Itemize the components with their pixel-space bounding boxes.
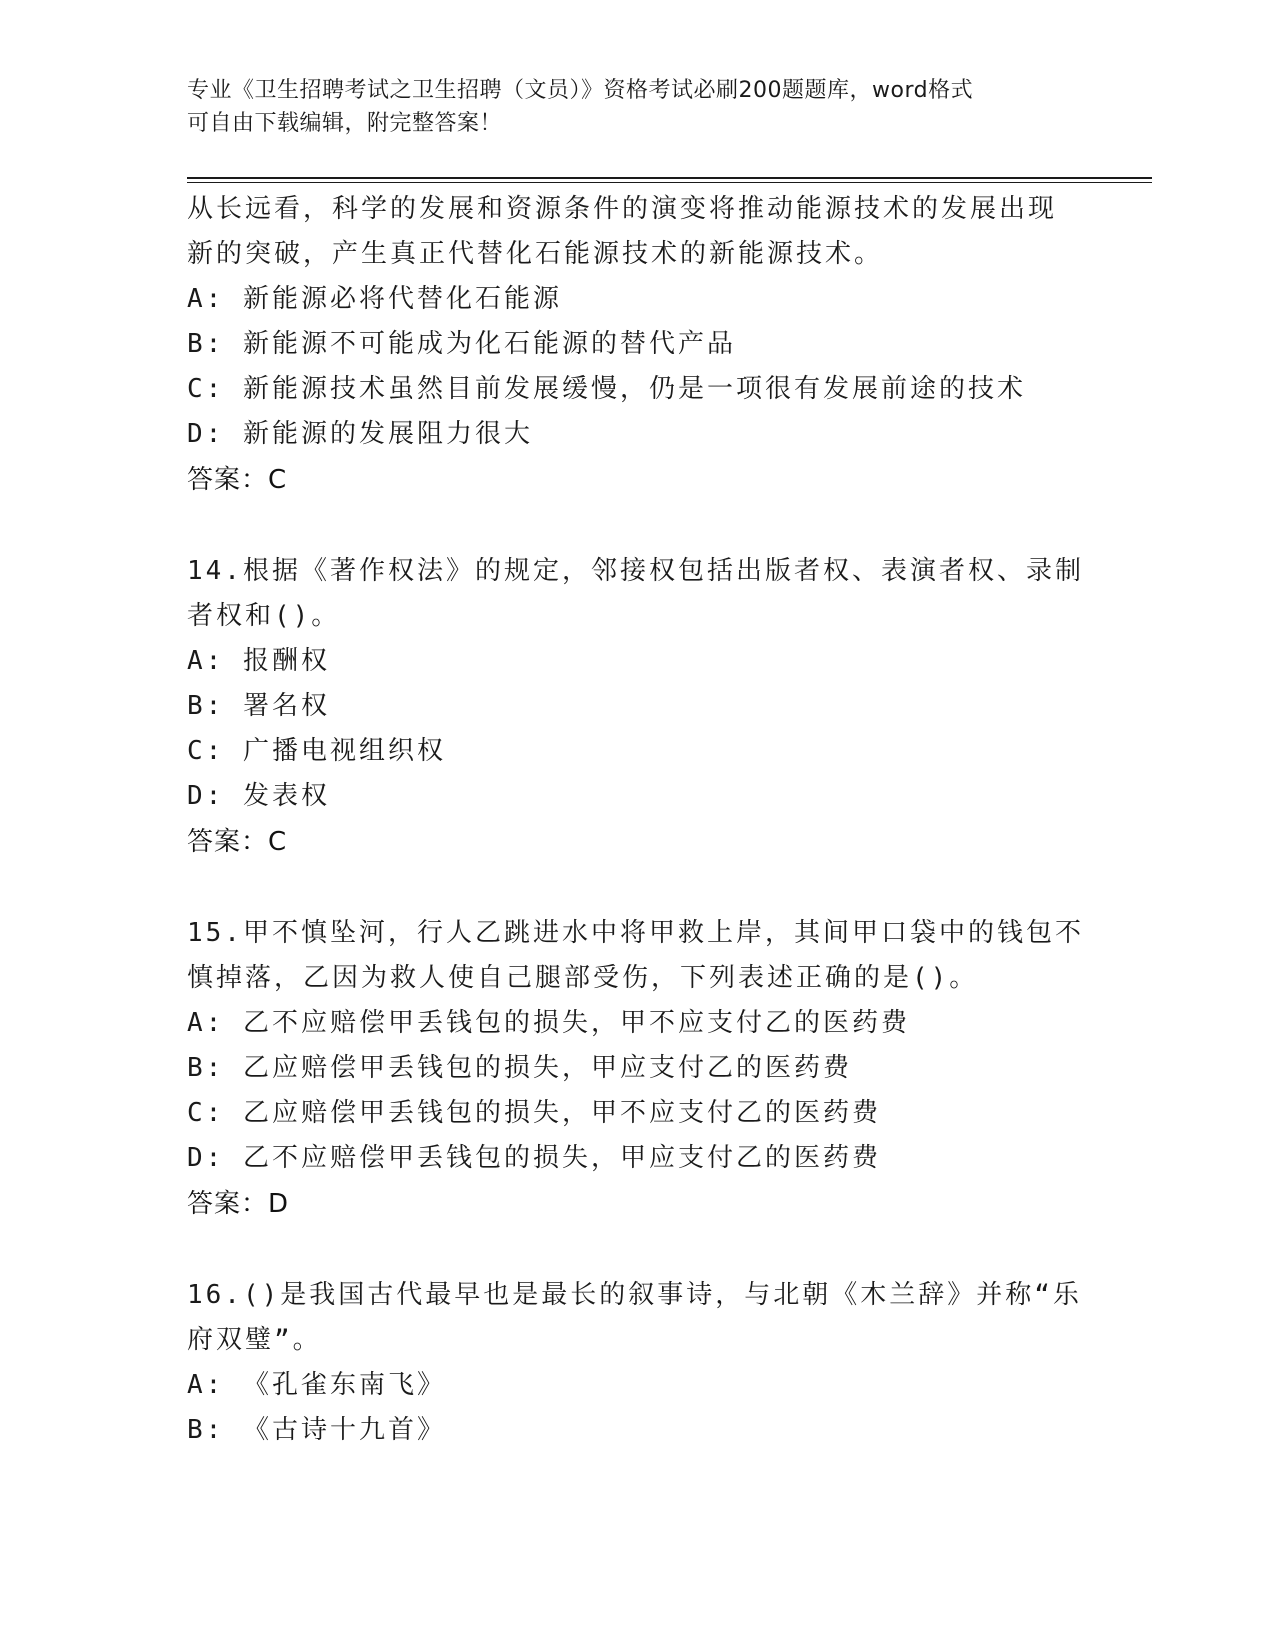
option-b: B: 新能源不可能成为化石能源的替代产品 [187,329,736,359]
question-item [187,1273,1087,1453]
option-a: A: 乙不应赔偿甲丢钱包的损失，甲不应支付乙的医药费 [187,1008,910,1038]
question-stem-line: 从长远看，科学的发展和资源条件的演变将推动能源技术的发展出现 [187,194,1058,224]
option-a: A: 报酬权 [187,646,330,676]
question-item [187,911,1087,1227]
header-line-1: 专业《卫生招聘考试之卫生招聘（文员）》资格考试必刷200题题库，word格式 [187,78,974,103]
option-d: D: 新能源的发展阻力很大 [187,419,533,449]
question-stem-line: 新的突破，产生真正代替化石能源技术的新能源技术。 [187,239,884,269]
option-a: A: 新能源必将代替化石能源 [187,284,562,314]
question-stem-line: 者权和()。 [187,601,341,631]
question-stem-line: 慎掉落，乙因为救人使自己腿部受伤，下列表述正确的是()。 [187,963,979,993]
header-divider-thin [187,182,1152,183]
option-b: B: 署名权 [187,691,330,721]
question-stem-line: 15.甲不慎坠河，行人乙跳进水中将甲救上岸，其间甲口袋中的钱包不 [187,918,1084,948]
question-stem-line: 14.根据《著作权法》的规定，邻接权包括出版者权、表演者权、录制 [187,556,1084,586]
option-b: B: 《古诗十九首》 [187,1415,446,1445]
header-divider-thick [187,177,1152,179]
option-a: A: 《孔雀东南飞》 [187,1370,446,1400]
answer-line: 答案：D [187,1189,290,1219]
question-stem-line: 府双璧”。 [187,1325,322,1355]
option-d: D: 乙不应赔偿甲丢钱包的损失，甲应支付乙的医药费 [187,1143,881,1173]
option-b: B: 乙应赔偿甲丢钱包的损失，甲应支付乙的医药费 [187,1053,852,1083]
option-c: C: 新能源技术虽然目前发展缓慢，仍是一项很有发展前途的技术 [187,374,1026,404]
option-d: D: 发表权 [187,781,330,811]
option-c: C: 广播电视组织权 [187,736,446,766]
question-stem-line: 16.()是我国古代最早也是最长的叙事诗，与北朝《木兰辞》并称“乐 [187,1280,1082,1310]
question-item [187,187,1087,503]
question-item [187,549,1087,865]
document-header [187,74,1087,140]
header-line-2: 可自由下载编辑，附完整答案！ [187,111,503,136]
answer-line: 答案：C [187,827,288,857]
option-c: C: 乙应赔偿甲丢钱包的损失，甲不应支付乙的医药费 [187,1098,881,1128]
answer-line: 答案：C [187,465,288,495]
question-list [187,187,1087,1499]
